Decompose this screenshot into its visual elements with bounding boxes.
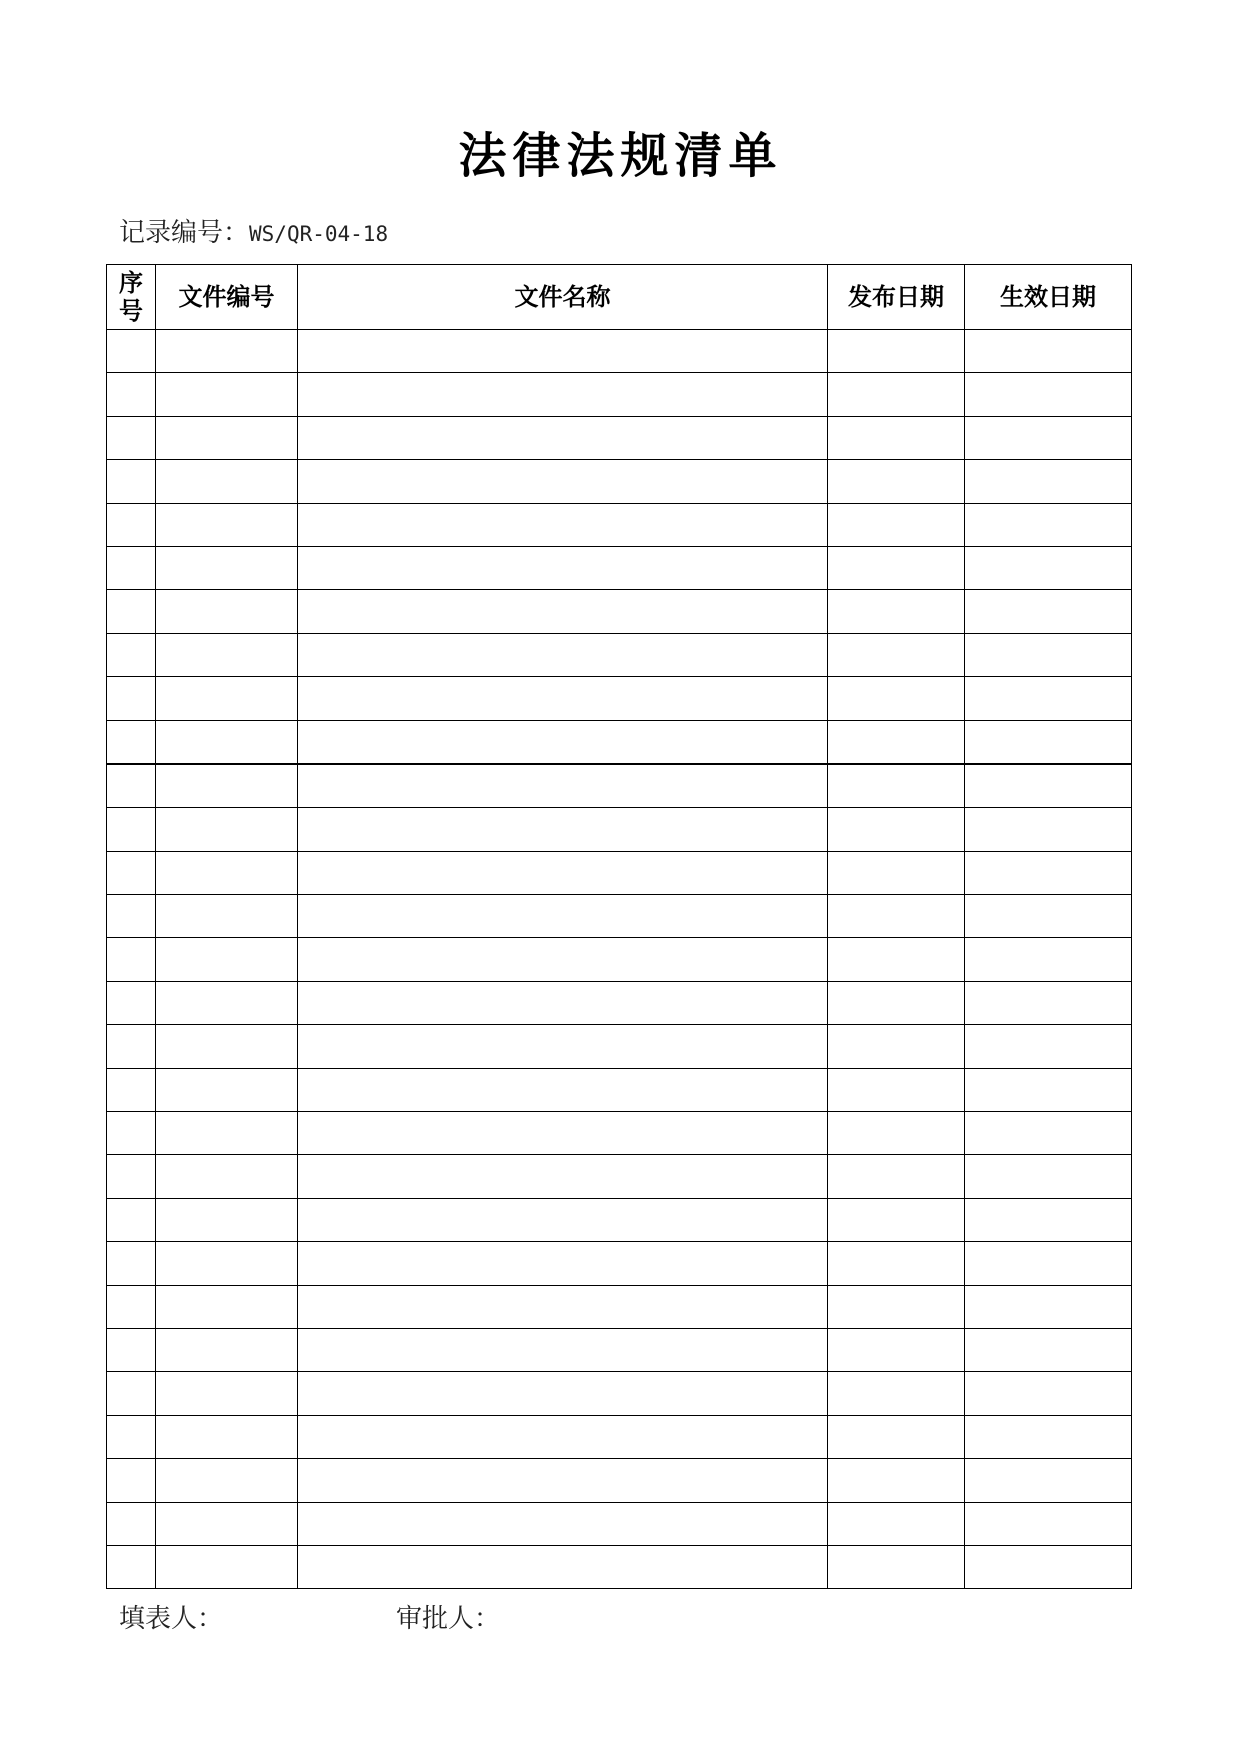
publish-date-cell[interactable] xyxy=(828,1328,965,1371)
publish-date-cell[interactable] xyxy=(828,1112,965,1155)
document-name-cell[interactable] xyxy=(298,981,828,1024)
publish-date-cell[interactable] xyxy=(828,416,965,459)
table-row xyxy=(107,1242,1132,1285)
document-number-cell[interactable] xyxy=(156,503,298,546)
document-number-cell[interactable] xyxy=(156,1415,298,1458)
document-name-cell[interactable] xyxy=(298,1372,828,1415)
serial-number-cell[interactable] xyxy=(107,1328,156,1371)
publish-date-cell[interactable] xyxy=(828,1372,965,1415)
document-number-cell[interactable] xyxy=(156,1155,298,1198)
document-name-cell[interactable] xyxy=(298,1242,828,1285)
document-number-cell[interactable] xyxy=(156,851,298,894)
serial-number-cell[interactable] xyxy=(107,590,156,633)
effective-date-cell[interactable] xyxy=(965,1372,1132,1415)
table-row xyxy=(107,1415,1132,1458)
serial-number-cell[interactable] xyxy=(107,1545,156,1588)
serial-number-cell[interactable] xyxy=(107,1285,156,1328)
document-number-cell[interactable] xyxy=(156,1242,298,1285)
table-row xyxy=(107,1545,1132,1588)
document-name-cell[interactable] xyxy=(298,1459,828,1502)
table-row xyxy=(107,1155,1132,1198)
regulations-table xyxy=(106,264,1132,1589)
document-number-cell[interactable] xyxy=(156,677,298,720)
document-number-cell[interactable] xyxy=(156,1372,298,1415)
serial-number-cell[interactable] xyxy=(107,895,156,938)
document-name-cell[interactable] xyxy=(298,851,828,894)
document-number-cell[interactable] xyxy=(156,590,298,633)
document-name-cell[interactable] xyxy=(298,1415,828,1458)
document-name-cell[interactable] xyxy=(298,1155,828,1198)
effective-date-cell[interactable] xyxy=(965,633,1132,676)
document-number-cell[interactable] xyxy=(156,1285,298,1328)
publish-date-cell[interactable] xyxy=(828,1459,965,1502)
document-number-cell[interactable] xyxy=(156,720,298,764)
table-row xyxy=(107,1502,1132,1545)
publish-date-cell[interactable] xyxy=(828,764,965,808)
approver-signature-label: 审批人： xyxy=(396,1604,501,1634)
table-row xyxy=(107,373,1132,416)
effective-date-cell[interactable] xyxy=(965,590,1132,633)
document-number-cell[interactable] xyxy=(156,460,298,503)
effective-date-cell[interactable] xyxy=(965,460,1132,503)
document-number-cell[interactable] xyxy=(156,416,298,459)
header-effective-date: 生效日期 xyxy=(965,265,1132,330)
serial-number-cell[interactable] xyxy=(107,1025,156,1068)
table-row xyxy=(107,633,1132,676)
serial-number-cell[interactable] xyxy=(107,1112,156,1155)
effective-date-cell[interactable] xyxy=(965,1415,1132,1458)
effective-date-cell[interactable] xyxy=(965,1068,1132,1111)
page-title: 法律法规清单 xyxy=(458,128,783,184)
document-number-cell[interactable] xyxy=(156,1459,298,1502)
document-name-cell[interactable] xyxy=(298,373,828,416)
publish-date-cell[interactable] xyxy=(828,981,965,1024)
publish-date-cell[interactable] xyxy=(828,677,965,720)
header-serial-number: 序 号 xyxy=(107,265,156,330)
serial-number-cell[interactable] xyxy=(107,330,156,373)
effective-date-cell[interactable] xyxy=(965,546,1132,589)
effective-date-cell[interactable] xyxy=(965,330,1132,373)
serial-number-cell[interactable] xyxy=(107,546,156,589)
document-name-cell[interactable] xyxy=(298,633,828,676)
serial-number-cell[interactable] xyxy=(107,938,156,981)
document-number-cell[interactable] xyxy=(156,1068,298,1111)
table-row xyxy=(107,895,1132,938)
serial-number-cell[interactable] xyxy=(107,1459,156,1502)
effective-date-cell[interactable] xyxy=(965,1459,1132,1502)
serial-number-cell[interactable] xyxy=(107,1155,156,1198)
serial-number-cell[interactable] xyxy=(107,677,156,720)
document-name-cell[interactable] xyxy=(298,503,828,546)
serial-number-cell[interactable] xyxy=(107,503,156,546)
publish-date-cell[interactable] xyxy=(828,373,965,416)
table-row xyxy=(107,1372,1132,1415)
effective-date-cell[interactable] xyxy=(965,1155,1132,1198)
publish-date-cell[interactable] xyxy=(828,851,965,894)
publish-date-cell[interactable] xyxy=(828,895,965,938)
record-number-label: 记录编号： xyxy=(119,218,250,248)
effective-date-cell[interactable] xyxy=(965,1285,1132,1328)
record-number xyxy=(119,215,388,251)
serial-number-cell[interactable] xyxy=(107,460,156,503)
document-number-cell[interactable] xyxy=(156,1025,298,1068)
document-number-cell[interactable] xyxy=(156,895,298,938)
effective-date-cell[interactable] xyxy=(965,895,1132,938)
table-body xyxy=(107,330,1132,1589)
effective-date-cell[interactable] xyxy=(965,764,1132,808)
document-number-cell[interactable] xyxy=(156,764,298,808)
serial-number-cell[interactable] xyxy=(107,1198,156,1241)
table-row xyxy=(107,1068,1132,1111)
document-name-cell[interactable] xyxy=(298,330,828,373)
effective-date-cell[interactable] xyxy=(965,1112,1132,1155)
publish-date-cell[interactable] xyxy=(828,1025,965,1068)
serial-number-cell[interactable] xyxy=(107,764,156,808)
effective-date-cell[interactable] xyxy=(965,1242,1132,1285)
effective-date-cell[interactable] xyxy=(965,1025,1132,1068)
serial-number-cell[interactable] xyxy=(107,373,156,416)
effective-date-cell[interactable] xyxy=(965,677,1132,720)
document-number-cell[interactable] xyxy=(156,1112,298,1155)
table-row xyxy=(107,546,1132,589)
publish-date-cell[interactable] xyxy=(828,808,965,851)
document-name-cell[interactable] xyxy=(298,1545,828,1588)
document-name-cell[interactable] xyxy=(298,1112,828,1155)
table-row xyxy=(107,416,1132,459)
serial-number-cell[interactable] xyxy=(107,1415,156,1458)
table-row xyxy=(107,981,1132,1024)
document-name-cell[interactable] xyxy=(298,1285,828,1328)
serial-number-cell[interactable] xyxy=(107,633,156,676)
document-number-cell[interactable] xyxy=(156,981,298,1024)
serial-number-cell[interactable] xyxy=(107,1242,156,1285)
publish-date-cell[interactable] xyxy=(828,1415,965,1458)
publish-date-cell[interactable] xyxy=(828,590,965,633)
effective-date-cell[interactable] xyxy=(965,416,1132,459)
document-name-cell[interactable] xyxy=(298,764,828,808)
publish-date-cell[interactable] xyxy=(828,1198,965,1241)
effective-date-cell[interactable] xyxy=(965,1328,1132,1371)
publish-date-cell[interactable] xyxy=(828,1285,965,1328)
document-name-cell[interactable] xyxy=(298,1068,828,1111)
record-number-value: WS/QR-04-18 xyxy=(249,222,389,246)
table-row xyxy=(107,808,1132,851)
document-number-cell[interactable] xyxy=(156,330,298,373)
serial-number-cell[interactable] xyxy=(107,416,156,459)
document-name-cell[interactable] xyxy=(298,460,828,503)
document-name-cell[interactable] xyxy=(298,720,828,764)
publish-date-cell[interactable] xyxy=(828,546,965,589)
table-row xyxy=(107,590,1132,633)
table-row xyxy=(107,1459,1132,1502)
publish-date-cell[interactable] xyxy=(828,633,965,676)
serial-number-cell[interactable] xyxy=(107,981,156,1024)
effective-date-cell[interactable] xyxy=(965,808,1132,851)
table-row xyxy=(107,764,1132,808)
document-name-cell[interactable] xyxy=(298,1502,828,1545)
effective-date-cell[interactable] xyxy=(965,720,1132,764)
filler-signature-label: 填表人： xyxy=(119,1604,224,1634)
table-header-row xyxy=(107,265,1132,330)
publish-date-cell[interactable] xyxy=(828,1545,965,1588)
effective-date-cell[interactable] xyxy=(965,373,1132,416)
header-document-name: 文件名称 xyxy=(298,265,828,330)
publish-date-cell[interactable] xyxy=(828,460,965,503)
effective-date-cell[interactable] xyxy=(965,981,1132,1024)
publish-date-cell[interactable] xyxy=(828,938,965,981)
document-name-cell[interactable] xyxy=(298,590,828,633)
document-number-cell[interactable] xyxy=(156,1545,298,1588)
table-row xyxy=(107,1198,1132,1241)
table-row xyxy=(107,330,1132,373)
document-name-cell[interactable] xyxy=(298,895,828,938)
document-name-cell[interactable] xyxy=(298,677,828,720)
document-number-cell[interactable] xyxy=(156,808,298,851)
document-name-cell[interactable] xyxy=(298,546,828,589)
table-row xyxy=(107,677,1132,720)
effective-date-cell[interactable] xyxy=(965,503,1132,546)
serial-number-cell[interactable] xyxy=(107,851,156,894)
effective-date-cell[interactable] xyxy=(965,938,1132,981)
serial-number-cell[interactable] xyxy=(107,1372,156,1415)
document-number-cell[interactable] xyxy=(156,1502,298,1545)
document-name-cell[interactable] xyxy=(298,1025,828,1068)
document-number-cell[interactable] xyxy=(156,546,298,589)
table-row xyxy=(107,851,1132,894)
document-name-cell[interactable] xyxy=(298,416,828,459)
document-number-cell[interactable] xyxy=(156,938,298,981)
table-row xyxy=(107,1025,1132,1068)
publish-date-cell[interactable] xyxy=(828,1242,965,1285)
header-document-number: 文件编号 xyxy=(156,265,298,330)
table-row xyxy=(107,1112,1132,1155)
publish-date-cell[interactable] xyxy=(828,720,965,764)
table-row xyxy=(107,1285,1132,1328)
table-row xyxy=(107,1328,1132,1371)
document-name-cell[interactable] xyxy=(298,938,828,981)
document-name-cell[interactable] xyxy=(298,808,828,851)
serial-number-cell[interactable] xyxy=(107,720,156,764)
publish-date-cell[interactable] xyxy=(828,330,965,373)
table-row xyxy=(107,938,1132,981)
table-row xyxy=(107,720,1132,764)
publish-date-cell[interactable] xyxy=(828,503,965,546)
document-number-cell[interactable] xyxy=(156,1328,298,1371)
document-number-cell[interactable] xyxy=(156,633,298,676)
document-name-cell[interactable] xyxy=(298,1198,828,1241)
document-number-cell[interactable] xyxy=(156,1198,298,1241)
effective-date-cell[interactable] xyxy=(965,1502,1132,1545)
effective-date-cell[interactable] xyxy=(965,851,1132,894)
serial-number-cell[interactable] xyxy=(107,1068,156,1111)
serial-number-cell[interactable] xyxy=(107,1502,156,1545)
document-name-cell[interactable] xyxy=(298,1328,828,1371)
publish-date-cell[interactable] xyxy=(828,1068,965,1111)
effective-date-cell[interactable] xyxy=(965,1198,1132,1241)
publish-date-cell[interactable] xyxy=(828,1155,965,1198)
table-row xyxy=(107,460,1132,503)
publish-date-cell[interactable] xyxy=(828,1502,965,1545)
table-row xyxy=(107,503,1132,546)
effective-date-cell[interactable] xyxy=(965,1545,1132,1588)
document-number-cell[interactable] xyxy=(156,373,298,416)
serial-number-cell[interactable] xyxy=(107,808,156,851)
header-publish-date: 发布日期 xyxy=(828,265,965,330)
